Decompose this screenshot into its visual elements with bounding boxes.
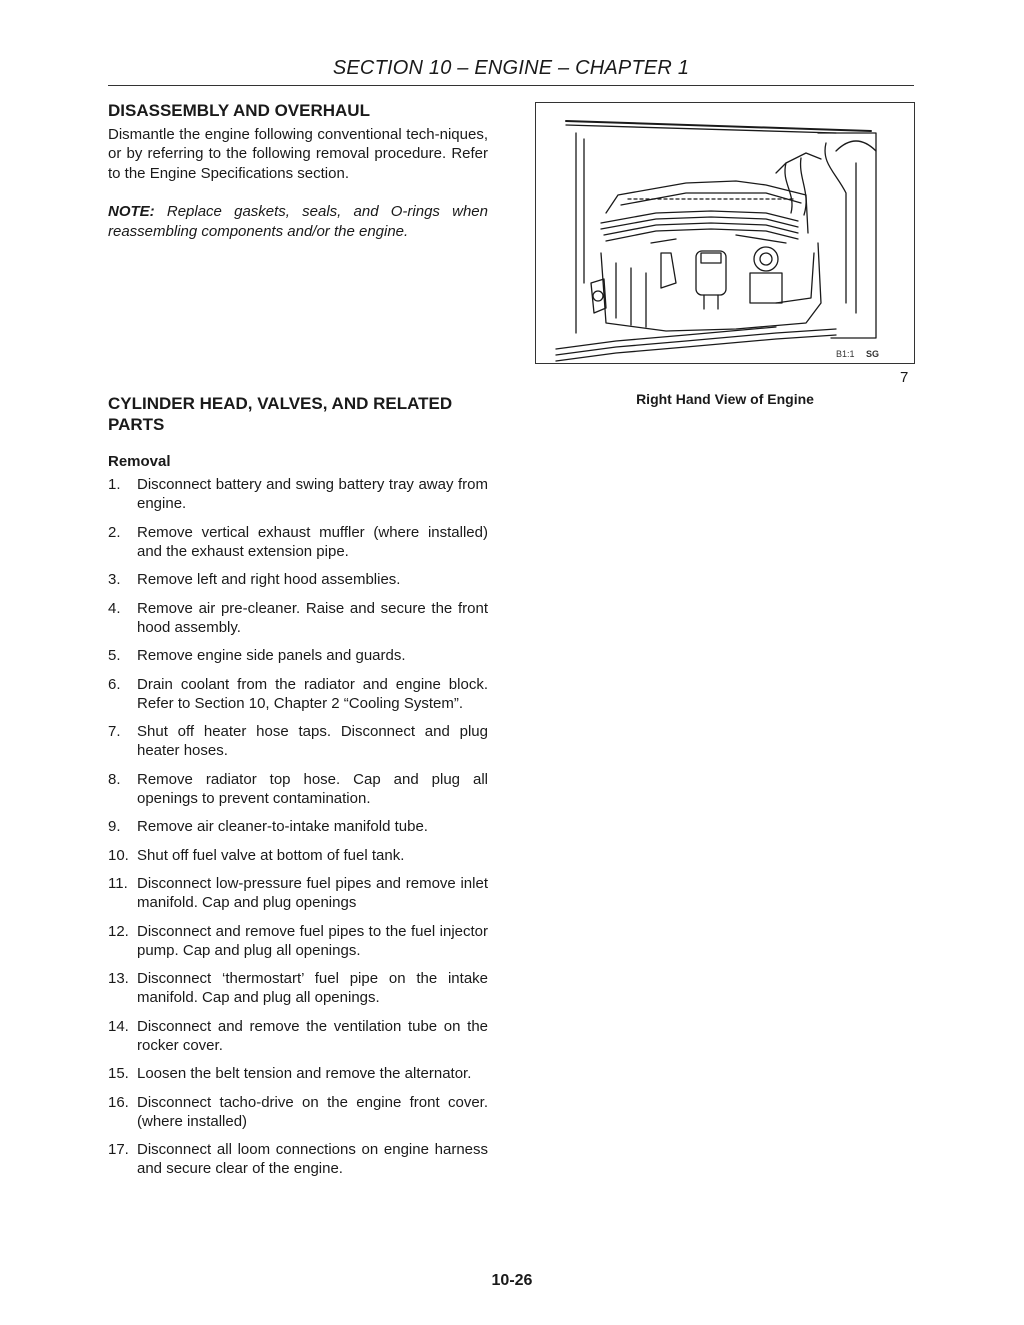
disassembly-heading: DISASSEMBLY AND OVERHAUL [108, 101, 370, 120]
removal-step [108, 722, 488, 760]
step-number: 5. [108, 647, 121, 665]
note-text: Replace gaskets, seals, and O-rings when reassembling components and/or the engine. [108, 203, 488, 240]
step-number: 4. [108, 599, 121, 617]
removal-step [108, 599, 488, 637]
step-number: 10. [108, 846, 129, 864]
removal-step [108, 817, 488, 836]
step-number: 11. [108, 875, 128, 893]
step-text: Remove engine side panels and guards. [137, 647, 406, 665]
removal-step [108, 646, 488, 665]
figure-caption: Right Hand View of Engine [636, 391, 814, 407]
step-number: 17. [108, 1141, 129, 1159]
step-text: Remove vertical exhaust muffler (where installed) and the exhaust extension pipe. [137, 523, 488, 560]
step-number: 15. [108, 1065, 129, 1083]
removal-subheading: Removal [108, 453, 171, 471]
removal-step [108, 770, 488, 808]
section-title: SECTION 10 – ENGINE – CHAPTER 1 [332, 57, 690, 79]
step-text: Disconnect tacho-drive on the engine front cover. (where installed) [137, 1093, 488, 1130]
left-column [108, 100, 488, 1188]
figure-ref-code: B1:1 [836, 349, 855, 359]
removal-step [108, 922, 488, 960]
removal-step [108, 570, 488, 589]
step-text: Disconnect all loom connections on engine harness and secure clear of the engine. [137, 1141, 488, 1178]
removal-step [108, 1093, 488, 1131]
step-text: Loosen the belt tension and remove the alternator. [137, 1065, 472, 1083]
step-text: Disconnect ‘thermostart’ fuel pipe on the intake manifold. Cap and plug all openings. [137, 970, 488, 1007]
removal-steps-list [108, 475, 488, 1178]
step-number: 3. [108, 571, 121, 589]
page-header [108, 57, 914, 86]
step-number: 6. [108, 675, 121, 693]
step-text: Remove air pre-cleaner. Raise and secure the front hood assembly. [137, 599, 488, 636]
removal-step [108, 1017, 488, 1055]
page-number: 10-26 [491, 1272, 533, 1289]
step-text: Drain coolant from the radiator and engine block. Refer to Section 10, Chapter 2 “Cooling System”. [137, 675, 488, 712]
step-number: 14. [108, 1017, 129, 1035]
figure-ref-mark: SG [866, 349, 880, 359]
note-label: NOTE: [108, 203, 155, 221]
step-number: 8. [108, 770, 121, 788]
engine-figure [535, 102, 915, 364]
removal-step [108, 1140, 488, 1178]
step-number: 9. [108, 818, 121, 836]
step-text: Remove radiator top hose. Cap and plug all openings to prevent contamination. [137, 770, 488, 807]
step-text: Disconnect low-pressure fuel pipes and remove inlet manifold. Cap and plug openings [137, 875, 488, 912]
cylinder-heading: CYLINDER HEAD, VALVES, AND RELATED PARTS [108, 394, 453, 435]
removal-step [108, 475, 488, 513]
step-number: 1. [108, 476, 121, 494]
step-text: Shut off heater hose taps. Disconnect and plug heater hoses. [137, 723, 488, 760]
step-text: Remove left and right hood assemblies. [137, 571, 401, 589]
removal-step [108, 969, 488, 1007]
removal-step [108, 1064, 488, 1083]
engine-illustration [536, 103, 914, 363]
step-number: 16. [108, 1093, 129, 1111]
step-text: Disconnect and remove the ventilation tube on the rocker cover. [137, 1017, 488, 1054]
note [108, 202, 488, 241]
step-text: Disconnect and remove fuel pipes to the fuel injector pump. Cap and plug all openings. [137, 922, 488, 959]
figure-number: 7 [900, 369, 909, 386]
step-number: 12. [108, 922, 129, 940]
removal-step [108, 874, 488, 912]
step-text: Shut off fuel valve at bottom of fuel tank. [137, 846, 405, 864]
step-number: 2. [108, 523, 121, 541]
removal-step [108, 523, 488, 561]
step-number: 7. [108, 723, 121, 741]
disassembly-paragraph: Dismantle the engine following conventional tech-niques, or by referring to the following removal procedure. Refer to the Engine Specifications section. [108, 126, 488, 182]
step-text: Remove air cleaner-to-intake manifold tube. [137, 818, 428, 836]
removal-step [108, 675, 488, 713]
step-text: Disconnect battery and swing battery tray away from engine. [137, 476, 488, 513]
removal-step [108, 846, 488, 865]
step-number: 13. [108, 970, 129, 988]
